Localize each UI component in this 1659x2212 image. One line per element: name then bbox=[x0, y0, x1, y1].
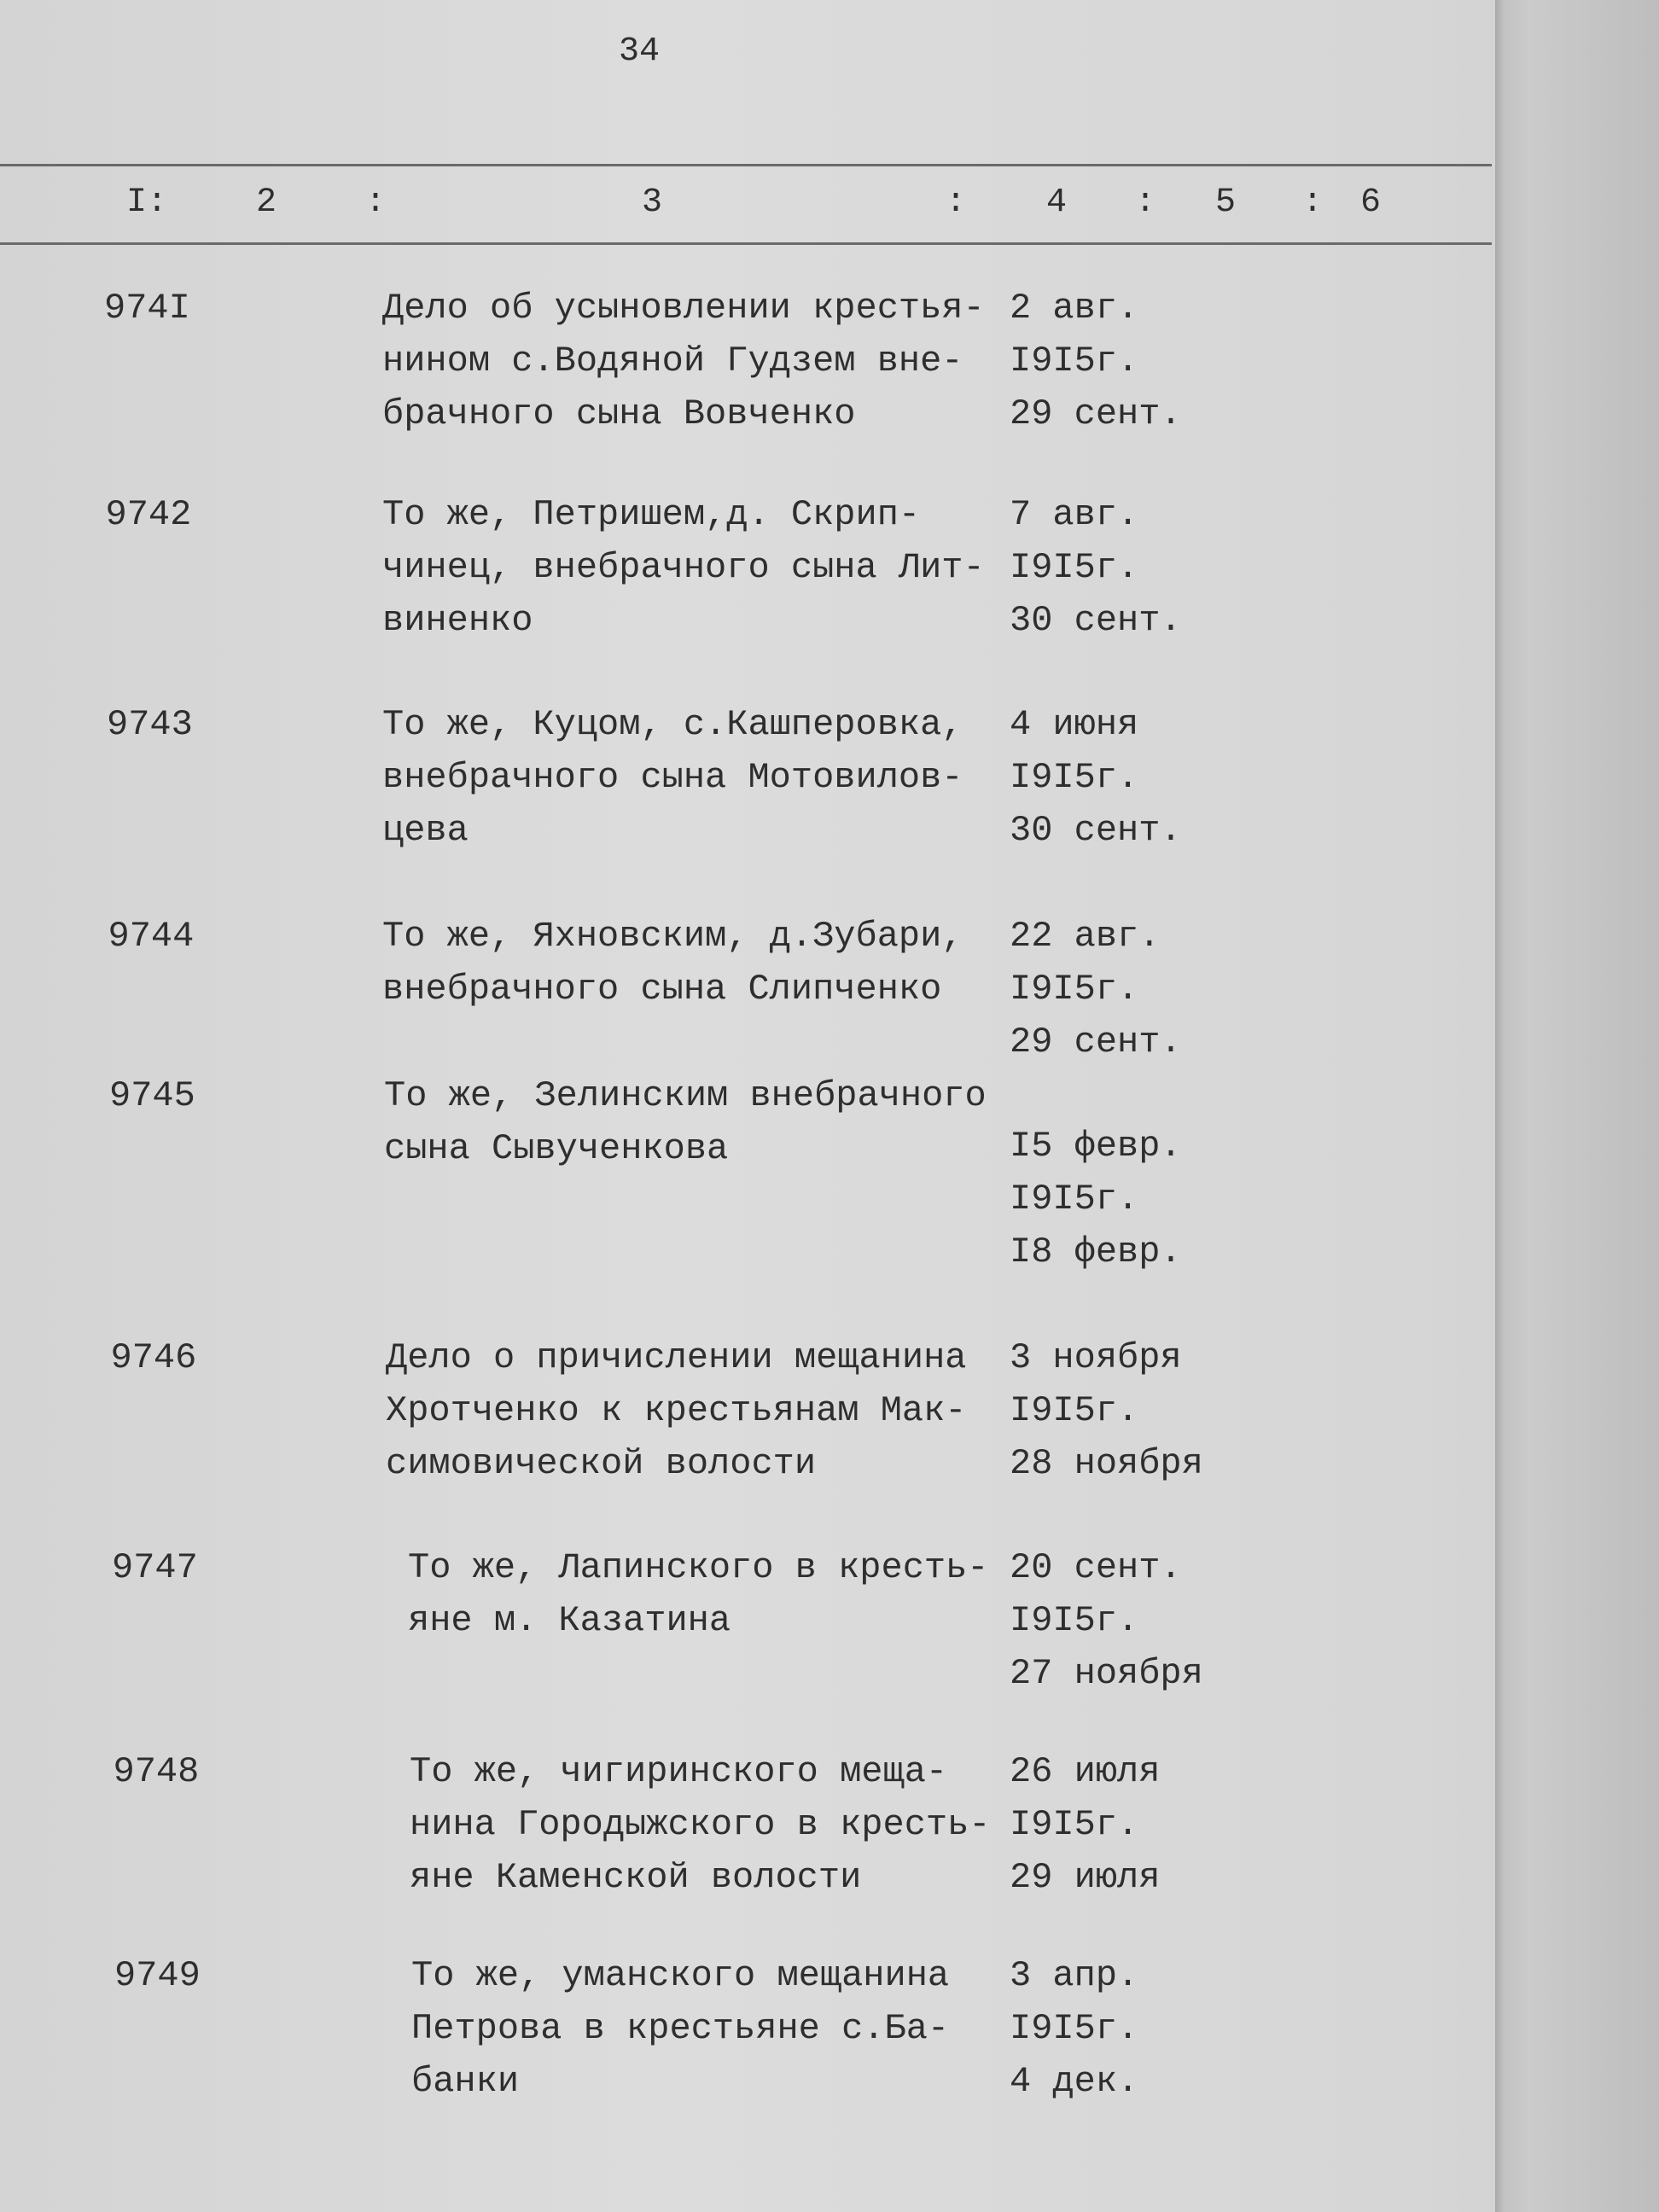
date-line: I9I5г. bbox=[1010, 1804, 1139, 1845]
description-line: виненко bbox=[382, 600, 533, 641]
description-line: яне м. Казатина bbox=[408, 1600, 731, 1641]
description-line: То же, чигиринского меща- bbox=[410, 1751, 948, 1792]
case-number: 9746 bbox=[110, 1337, 197, 1378]
col-header-4: 4 bbox=[1046, 183, 1068, 222]
page-edge-shadow bbox=[1495, 0, 1659, 2212]
description-line: цева bbox=[382, 810, 469, 851]
description-line: То же, Петришем,д. Скрип- bbox=[382, 494, 921, 535]
date-line: 20 сент. bbox=[1010, 1547, 1182, 1588]
case-dates bbox=[1010, 1541, 1203, 1700]
case-number: 9749 bbox=[114, 1955, 201, 1996]
date-line: I9I5г. bbox=[1010, 1390, 1139, 1431]
description-line: нина Городыжского в кресть- bbox=[410, 1804, 991, 1845]
date-line: I9I5г. bbox=[1010, 969, 1139, 1010]
date-line: 30 сент. bbox=[1010, 600, 1182, 641]
case-description bbox=[384, 1069, 987, 1175]
date-line: 2 авг. bbox=[1010, 288, 1139, 329]
case-number: 9744 bbox=[108, 916, 195, 957]
case-description bbox=[408, 1541, 989, 1647]
header-bottom-rule bbox=[0, 242, 1492, 245]
case-number: 9747 bbox=[112, 1547, 198, 1588]
col-header-6: 6 bbox=[1360, 183, 1382, 222]
case-description bbox=[382, 282, 985, 440]
case-dates bbox=[1010, 910, 1182, 1068]
description-line: Дело о причислении мещанина bbox=[386, 1337, 967, 1378]
case-dates bbox=[1010, 488, 1182, 647]
date-line: 4 дек. bbox=[1010, 2061, 1139, 2102]
col-separator: : bbox=[1135, 183, 1156, 222]
case-number: 9742 bbox=[105, 494, 192, 535]
date-line: I9I5г. bbox=[1010, 547, 1139, 588]
col-separator: : bbox=[946, 183, 967, 222]
date-line: I5 февр. bbox=[1010, 1126, 1182, 1167]
case-number: 9743 bbox=[107, 704, 193, 745]
date-line: 29 сент. bbox=[1010, 1022, 1182, 1062]
description-line: То же, Зелинским внебрачного bbox=[384, 1075, 987, 1116]
description-line: банки bbox=[411, 2061, 520, 2102]
case-description bbox=[382, 698, 963, 857]
date-line: 27 ноября bbox=[1010, 1653, 1203, 1694]
date-line: 22 авг. bbox=[1010, 916, 1161, 957]
description-line: брачного сына Вовченко bbox=[382, 393, 856, 434]
date-line: 3 апр. bbox=[1010, 1955, 1139, 1996]
description-line: симовической волости bbox=[386, 1443, 817, 1484]
col-separator: : bbox=[1302, 183, 1324, 222]
case-description bbox=[386, 1331, 967, 1490]
col-separator: : bbox=[365, 183, 387, 222]
header-top-rule bbox=[0, 164, 1492, 166]
case-number: 9745 bbox=[109, 1075, 195, 1116]
case-description bbox=[382, 910, 963, 1016]
case-dates bbox=[1010, 1745, 1160, 1904]
description-line: То же, уманского мещанина bbox=[411, 1955, 950, 1996]
description-line: Дело об усыновлении крестья- bbox=[382, 288, 985, 329]
date-line: 30 сент. bbox=[1010, 810, 1182, 851]
page-number: 34 bbox=[619, 32, 661, 71]
case-description bbox=[411, 1949, 949, 2108]
description-line: Хротченко к крестьянам Мак- bbox=[386, 1390, 967, 1431]
col-header-3: 3 bbox=[642, 183, 663, 222]
date-line: I9I5г. bbox=[1010, 1179, 1139, 1220]
date-line: I9I5г. bbox=[1010, 341, 1139, 381]
date-line: 29 июля bbox=[1010, 1857, 1161, 1898]
description-line: Петрова в крестьяне с.Ба- bbox=[411, 2008, 950, 2049]
description-line: То же, Лапинского в кресть- bbox=[408, 1547, 989, 1588]
case-dates bbox=[1010, 282, 1182, 440]
date-line: 3 ноября bbox=[1010, 1337, 1182, 1378]
date-line: I9I5г. bbox=[1010, 2008, 1139, 2049]
case-description bbox=[410, 1745, 991, 1904]
date-line: 26 июля bbox=[1010, 1751, 1161, 1792]
case-dates bbox=[1010, 1120, 1182, 1278]
description-line: чинец, внебрачного сына Лит- bbox=[382, 547, 985, 588]
description-line: внебрачного сына Мотовилов- bbox=[382, 757, 963, 798]
date-line: 7 авг. bbox=[1010, 494, 1139, 535]
description-line: То же, Яхновским, д.Зубари, bbox=[382, 916, 963, 957]
case-dates bbox=[1010, 1331, 1203, 1490]
date-line: I9I5г. bbox=[1010, 757, 1139, 798]
description-line: сына Сывученкова bbox=[384, 1128, 729, 1169]
case-dates bbox=[1010, 1949, 1138, 2108]
date-line: I8 февр. bbox=[1010, 1231, 1182, 1272]
case-dates bbox=[1010, 698, 1182, 857]
description-line: То же, Куцом, с.Кашперовка, bbox=[382, 704, 963, 745]
date-line: 4 июня bbox=[1010, 704, 1139, 745]
col-header-2: 2 bbox=[256, 183, 277, 222]
date-line: 29 сент. bbox=[1010, 393, 1182, 434]
date-line: I9I5г. bbox=[1010, 1600, 1139, 1641]
case-number: 9748 bbox=[113, 1751, 200, 1792]
case-number: 974I bbox=[104, 288, 190, 329]
description-line: нином с.Водяной Гудзем вне- bbox=[382, 341, 963, 381]
col-header-1: I: bbox=[126, 183, 168, 222]
col-header-5: 5 bbox=[1215, 183, 1237, 222]
date-line: 28 ноября bbox=[1010, 1443, 1203, 1484]
case-description bbox=[382, 488, 985, 647]
description-line: яне Каменской волости bbox=[410, 1857, 862, 1898]
description-line: внебрачного сына Слипченко bbox=[382, 969, 942, 1010]
